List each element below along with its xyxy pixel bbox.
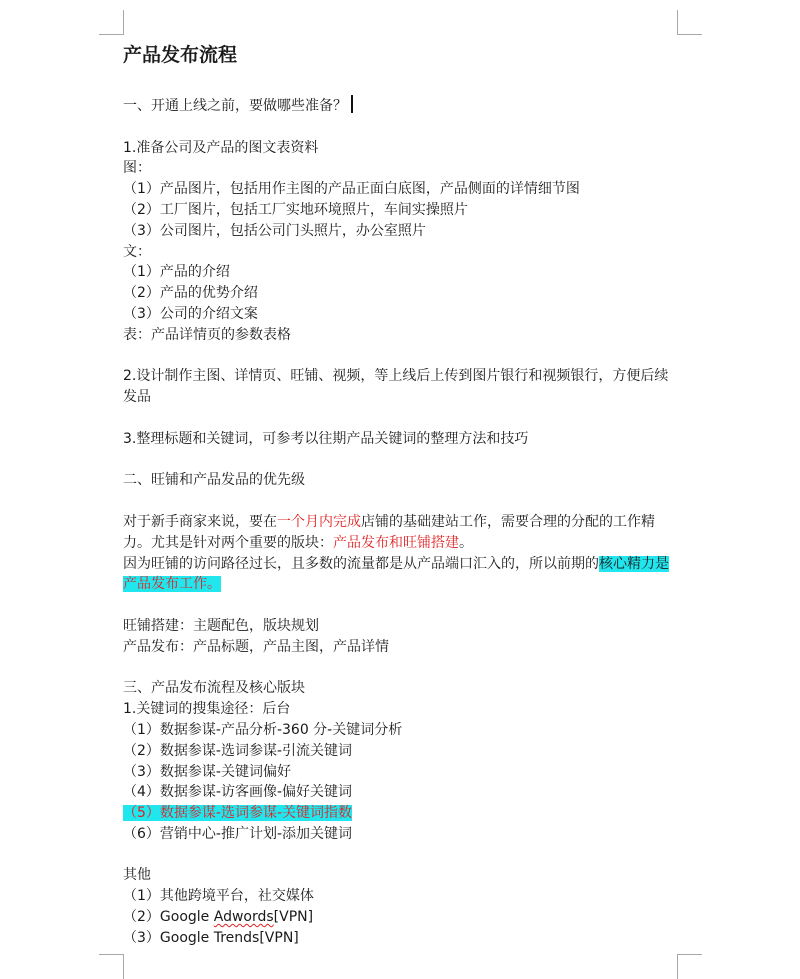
list-item: （2）Google Adwords[VPN] (123, 909, 314, 926)
document-body[interactable] (123, 95, 679, 949)
images-label: 图： (123, 160, 151, 177)
priority-paragraph: 对于新手商家来说，要在一个月内完成店铺的基础建站工作，需要合理的分配的工作精力。尤其是针对两个重要的版块：产品发布和旺铺搭建。 (123, 513, 655, 551)
crop-mark-top-left (99, 10, 124, 35)
list-item: （1）数据参谋-产品分析-360 分-关键词分析 (123, 721, 403, 738)
highlighted-red-text: 产品发布工作。 (123, 576, 221, 593)
keyword-step-line: 3.整理标题和关键词，可参考以往期产品关键词的整理方法和技巧 (123, 430, 529, 447)
list-item: （1）其他跨境平台，社交媒体 (123, 888, 314, 905)
list-item-highlighted: （5）数据参谋-选词参谋-关键词指数 (123, 805, 353, 822)
list-item: （1）产品的介绍 (123, 264, 230, 281)
shop-setup-line: 旺铺搭建：主题配色，版块规划 (123, 617, 319, 634)
product-publish-line: 产品发布：产品标题，产品主图，产品详情 (123, 638, 389, 655)
section-one-heading: 一、开通上线之前，要做哪些准备？ (123, 95, 679, 117)
list-item: （1）产品图片，包括用作主图的产品正面白底图，产品侧面的详情细节图 (123, 181, 580, 198)
text-cursor (351, 95, 353, 113)
section-three-heading: 三、产品发布流程及核心版块 (123, 680, 305, 697)
list-item: （3）公司的介绍文案 (123, 305, 258, 322)
crop-mark-bottom-right (677, 954, 702, 979)
prep-materials-heading: 1.准备公司及产品的图文表资料 (123, 139, 319, 156)
list-item: （3）公司图片，包括公司门头照片，办公室照片 (123, 222, 426, 239)
list-item: （2）数据参谋-选词参谋-引流关键词 (123, 742, 353, 759)
highlight-red-text: 一个月内完成 (277, 513, 361, 530)
list-item: （3）Google Trends[VPN] (123, 929, 299, 946)
other-heading: 其他 (123, 867, 151, 884)
list-item: （3）数据参谋-关键词偏好 (123, 763, 291, 780)
highlighted-text: 核心精力是 (599, 555, 669, 572)
crop-mark-top-right (677, 10, 702, 35)
keyword-sources-heading: 1.关键词的搜集途径：后台 (123, 701, 291, 718)
crop-mark-bottom-left (99, 954, 124, 979)
text-label: 文： (123, 243, 151, 260)
design-step-paragraph: 2.设计制作主图、详情页、旺铺、视频，等上线后上传到图片银行和视频银行，方便后续发品 (123, 368, 669, 406)
spellcheck-word[interactable]: Adwords (213, 909, 274, 926)
section-two-heading: 二、旺铺和产品发品的优先级 (123, 472, 305, 489)
list-item: （6）营销中心-推广计划-添加关键词 (123, 825, 353, 842)
table-label-line: 表：产品详情页的参数表格 (123, 326, 291, 343)
document-title: 产品发布流程 (123, 44, 238, 66)
list-item: （2）产品的优势介绍 (123, 285, 258, 302)
list-item: （4）数据参谋-访客画像-偏好关键词 (123, 784, 353, 801)
core-focus-paragraph: 因为旺铺的访问路径过长，且多数的流量都是从产品端口汇入的，所以前期的核心精力是产品发布工作。 (123, 555, 669, 593)
highlight-red-text: 产品发布和旺铺搭建 (333, 534, 459, 551)
list-item: （2）工厂图片，包括工厂实地环境照片，车间实操照片 (123, 201, 468, 218)
